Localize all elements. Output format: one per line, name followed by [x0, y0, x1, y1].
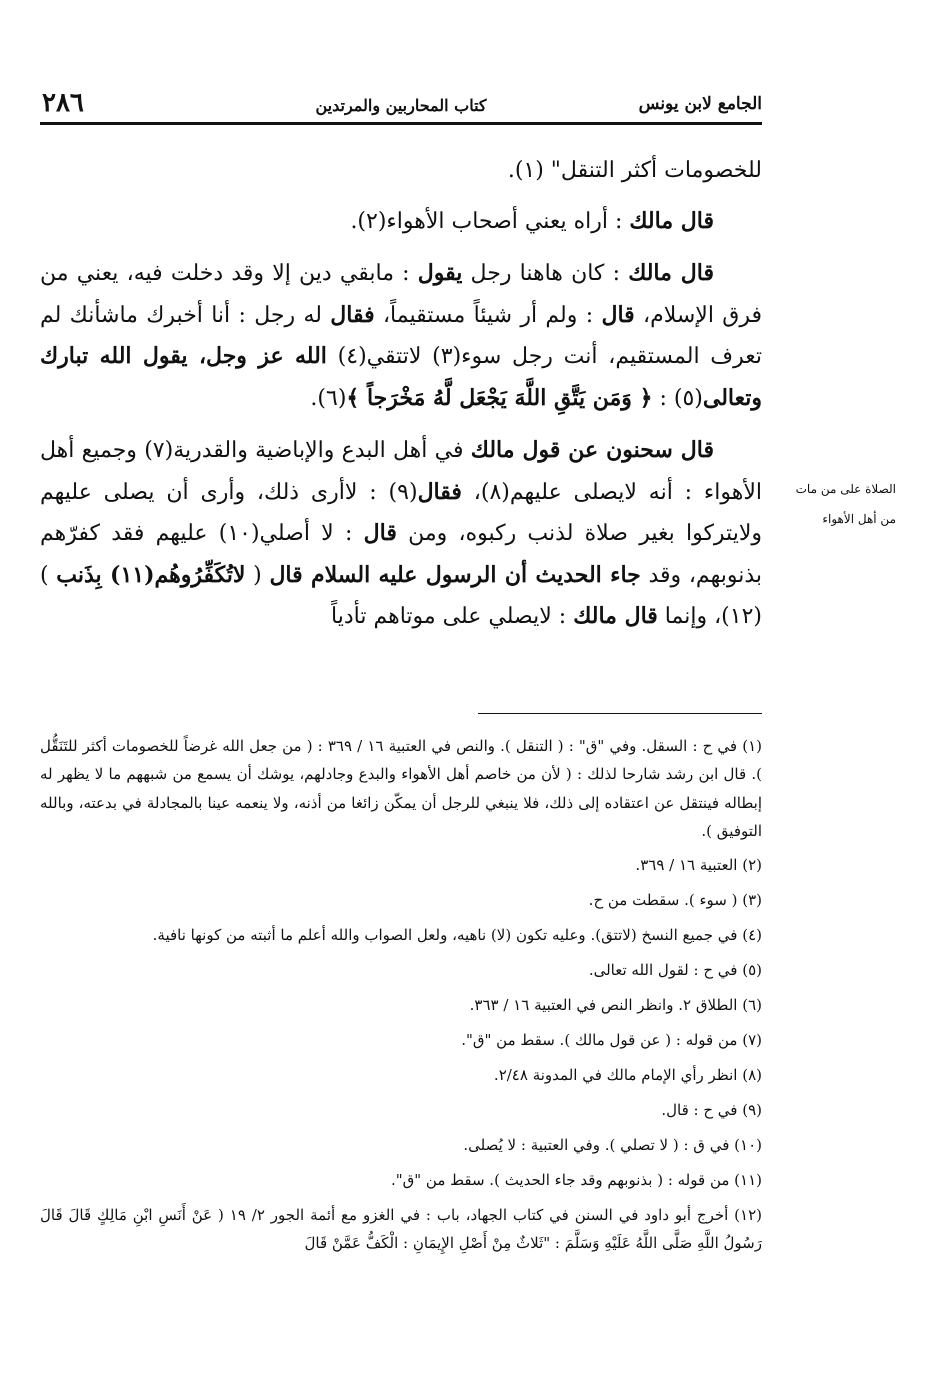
paragraph-text: (: [245, 562, 270, 588]
bold-phrase: جاء الحديث أن الرسول عليه السلام قال: [269, 561, 641, 588]
paragraph-text: (٩) : لاأرى ذلك، وأرى أن يصلى عليهم ولايتركوا بغير صلاة لذنب ركبوه، ومن: [40, 479, 762, 546]
bold-word: قال: [601, 301, 635, 328]
footnote: (٢) العتبية ١٦ / ٣٦٩.: [635, 855, 762, 874]
paragraph-1: للخصومات أكثر التنقل" (١).: [507, 158, 762, 183]
footnote: (١) في ح : السقل. وفي "ق" : ( التنقل ). والنص في العتبية ١٦ / ٣٦٩ : ( من جعل الله غرضاً للخصومات أكثر للتَنَقُّل ). قال ابن رشد شارحا لذلك : ( لأن من خاصم أهل الأهواء والبدع وجادلهم، يوشك أن يسمع من شبههم ما لا يظهر له إبطاله فينتقل عن اعتقاده إلى ذلك، فلا ينبغي للرجل أن يمكّن زائغا من أذنه، ولا ينعمه عينا بالمجادلة في بدعته، وبالله التوفيق ).: [40, 737, 763, 840]
bold-phrase: الله عز وجل، يقول الله تبارك وتعالى: [40, 343, 762, 411]
speaker-name: قال مالك: [629, 207, 714, 234]
paragraph-text: : لايصلي على موتاهم تأدياً: [331, 604, 574, 629]
bold-word: فقال: [330, 301, 375, 328]
side-note-line: من أهل الأهواء: [822, 512, 896, 526]
paragraph-2: [40, 201, 762, 243]
paragraph-text: : لا أصلي(١٠) عليهم فقد كفرّهم بذنوبهم، وقد: [40, 521, 763, 588]
bold-word: فقال: [417, 478, 462, 505]
footnote-separator: [478, 713, 762, 714]
footnote: (٤) في جميع النسخ (لاتتق). وعليه تكون (لا) ناهيه، ولعل الصواب والله أعلم ما أثبته من كونها نافية.: [152, 925, 762, 944]
footnote: (٦) الطلاق ٢. وانظر النص في العتبية ١٦ / ٣٦٣.: [469, 995, 762, 1014]
paragraph-text: )(١٢)، وإنما: [40, 562, 762, 629]
paragraph-text: (٥) :: [652, 385, 703, 411]
footnote: (٣) ( سوء ). سقطت من ح.: [588, 890, 762, 909]
paragraph-text: له رجل : أنا أخبرك ماشأنك لم تعرف المستقيم، أنت رجل سوء(٣) لاتتقي(٤): [40, 302, 762, 369]
bold-word: قال: [363, 520, 397, 546]
paragraph-text: (٦).: [310, 385, 347, 411]
footnote: (٥) في ح : لقول الله تعالى.: [588, 960, 762, 979]
bold-word: يقول: [417, 260, 463, 286]
paragraph-4: [40, 430, 762, 638]
speaker-name: قال مالك: [573, 603, 658, 629]
footnote: (١١) من قوله : ( بذنوبهم وقد جاء الحديث ). سقط من "ق".: [390, 1170, 762, 1189]
hadith-text: لاتُكَفِّرُوهُم(١١) بِذَنب: [56, 561, 246, 588]
paragraph-text: في أهل البدع والإباضية والقدرية(٧) وجميع أهل الأهواء : أنه لايصلى عليهم(٨)،: [40, 438, 763, 505]
header-rule: [40, 122, 762, 125]
paragraph-text: : مابقي دين إلا وقد دخلت فيه، يعني من فرق الإسلام،: [40, 261, 762, 328]
page-number: ٢٨٦: [42, 88, 84, 118]
quran-verse: ﴿ وَمَن يَتَّقِ اللَّهَ يَجْعَل لَّهُ مَخْرَجاً ﴾: [346, 384, 653, 411]
main-text: [40, 150, 762, 649]
header-chapter-title: كتاب المحاربين والمرتدين: [315, 96, 487, 115]
paragraph-text: : ولم أر شيئاً مستقيماً،: [374, 302, 602, 328]
paragraph-text: : أراه يعني أصحاب الأهواء(٢).: [350, 208, 630, 234]
paragraph-3: [40, 253, 762, 419]
footnote: (١٠) في ق : ( لا تصلي ). وفي العتبية : لا يُصلى.: [463, 1135, 762, 1154]
side-note: [774, 474, 896, 534]
paragraph-text: : كان هاهنا رجل: [462, 261, 629, 286]
footnote: (٨) انظر رأي الإمام مالك في المدونة ٢/٤٨.: [493, 1065, 762, 1084]
footnote: (١٢) أخرج أبو داود في السنن في كتاب الجهاد، باب : في الغزو مع أئمة الجور ٢/ ١٩ ( عَنْ أَنَسِ ابْنِ مَالِكٍ قَالَ قَالَ رَسُولُ اللَّهِ صَلَّى اللَّهُ عَلَيْهِ وَسَلَّمَ : "ثَلاثٌ مِنْ أَصْلِ الإِيمَانِ : الْكَفُّ عَمَّنْ قَالَ: [40, 1205, 763, 1252]
header-book-title: الجامع لابن يونس: [638, 94, 762, 114]
footnote: (٩) في ح : قال.: [661, 1100, 762, 1119]
footnote: (٧) من قوله : ( عن قول مالك ). سقط من "ق".: [461, 1030, 762, 1049]
speaker-name: قال سحنون عن قول مالك: [470, 437, 715, 463]
speaker-name: قال مالك: [628, 260, 714, 286]
footnotes: [40, 732, 762, 1263]
running-header: [40, 88, 762, 124]
side-note-line: الصلاة على من مات: [795, 482, 896, 496]
